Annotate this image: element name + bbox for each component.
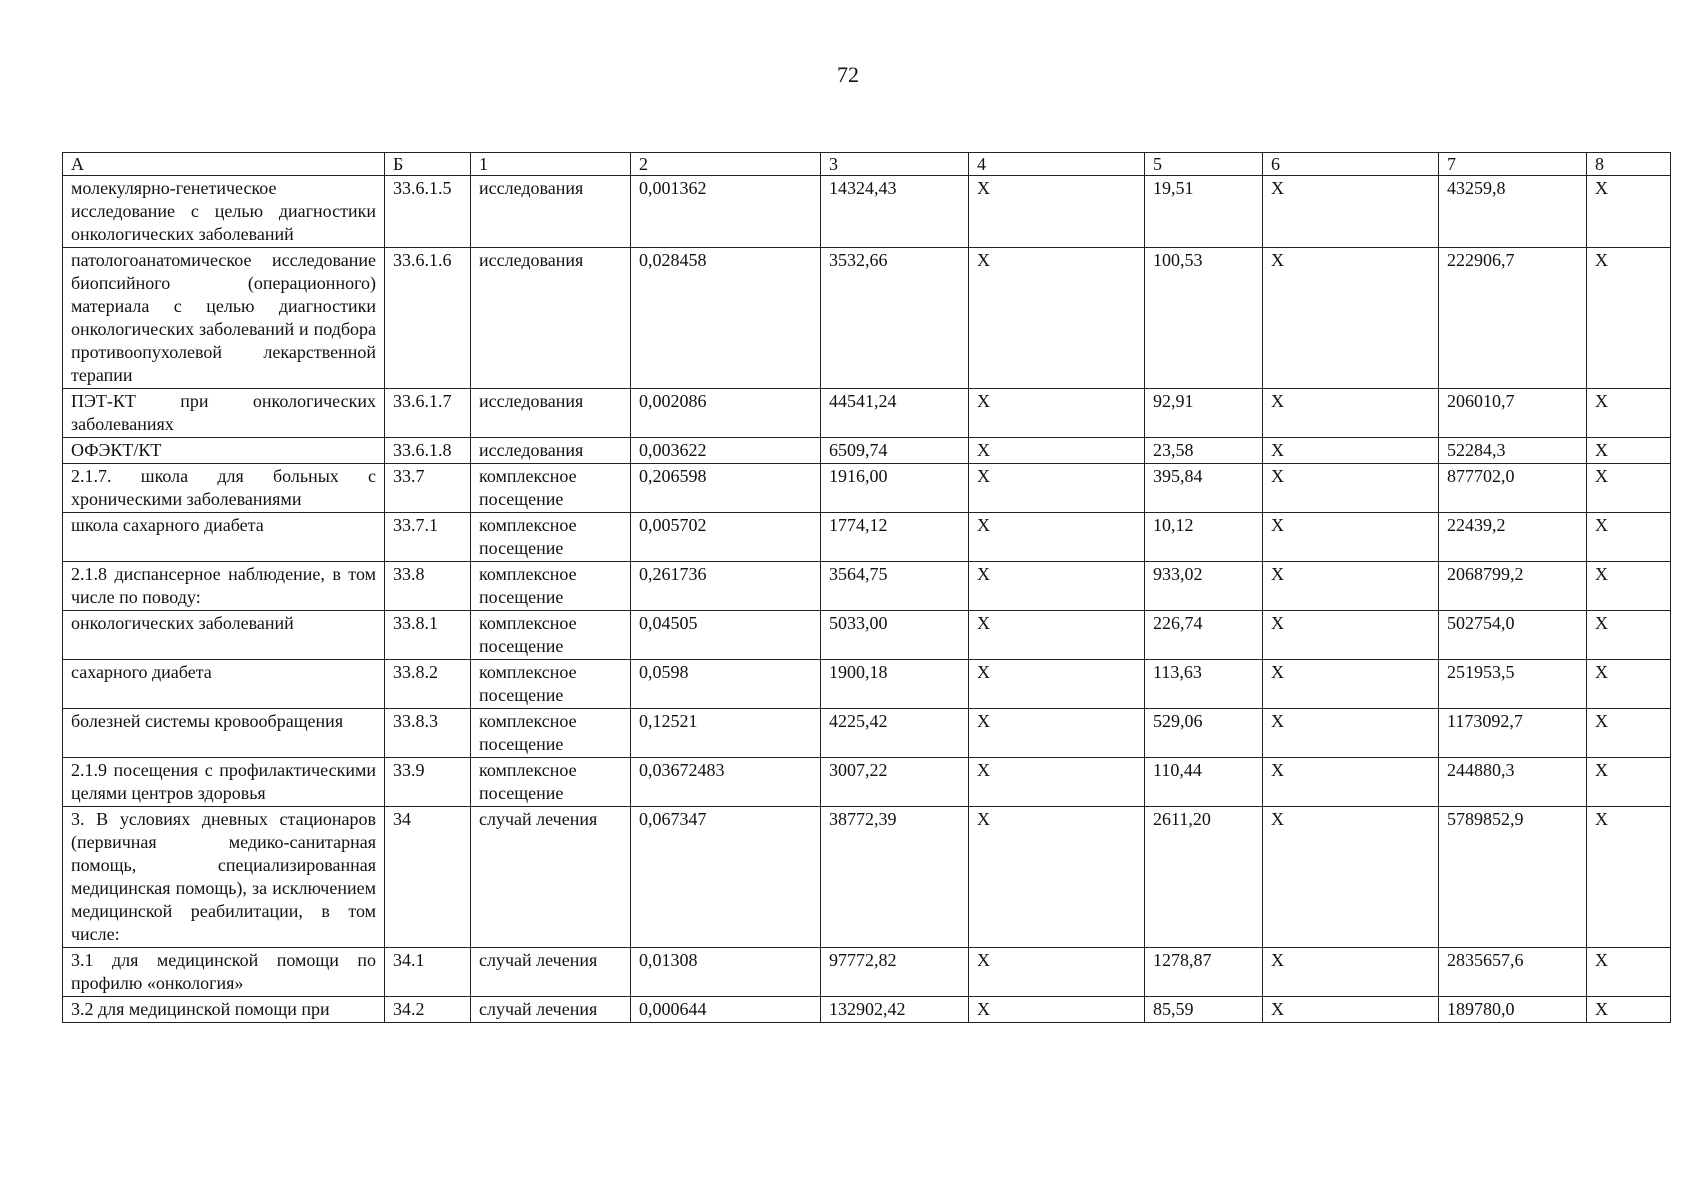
table-cell-col-3-cost: 14324,43: [821, 176, 969, 248]
table-row: [63, 807, 1671, 948]
table-cell-col-2-norm: 0,04505: [631, 611, 821, 660]
table-cell-col-b-code: 33.7.1: [385, 513, 471, 562]
table-cell-col-b-code: 34: [385, 807, 471, 948]
table-cell-col-1-unit: комплексное посещение: [471, 709, 631, 758]
table-cell-col-4: Х: [969, 513, 1145, 562]
table-cell-col-a-name: 2.1.9 посещения с профилактическими целями центров здоровья: [63, 758, 385, 807]
table-cell-col-5: 10,12: [1145, 513, 1263, 562]
table-cell-col-b-code: 33.6.1.5: [385, 176, 471, 248]
table-cell-col-8: Х: [1587, 248, 1671, 389]
table-cell-col-2-norm: 0,067347: [631, 807, 821, 948]
table-cell-col-7-sum: 244880,3: [1439, 758, 1587, 807]
table-cell-col-7-sum: 206010,7: [1439, 389, 1587, 438]
table-cell-col-3-cost: 38772,39: [821, 807, 969, 948]
header-cell-col-1-unit: 1: [471, 153, 631, 176]
table-cell-col-1-unit: комплексное посещение: [471, 562, 631, 611]
table-cell-col-a-name: сахарного диабета: [63, 660, 385, 709]
table-cell-col-b-code: 33.9: [385, 758, 471, 807]
page-number: 72: [837, 62, 859, 87]
table-cell-col-8: Х: [1587, 176, 1671, 248]
table-cell-col-7-sum: 189780,0: [1439, 997, 1587, 1023]
table-cell-col-b-code: 34.1: [385, 948, 471, 997]
table-cell-col-7-sum: 222906,7: [1439, 248, 1587, 389]
table-cell-col-8: Х: [1587, 758, 1671, 807]
table-cell-col-4: Х: [969, 997, 1145, 1023]
table-cell-col-b-code: 33.8: [385, 562, 471, 611]
table-cell-col-4: Х: [969, 438, 1145, 464]
table-cell-col-8: Х: [1587, 438, 1671, 464]
table-cell-col-7-sum: 251953,5: [1439, 660, 1587, 709]
table-cell-col-1-unit: случай лечения: [471, 997, 631, 1023]
table-cell-col-5: 100,53: [1145, 248, 1263, 389]
table-cell-col-b-code: 33.8.2: [385, 660, 471, 709]
table-row: [63, 389, 1671, 438]
table-cell-col-8: Х: [1587, 513, 1671, 562]
table-cell-col-1-unit: комплексное посещение: [471, 758, 631, 807]
table-cell-col-6: Х: [1263, 513, 1439, 562]
table-row: [63, 176, 1671, 248]
header-cell-col-7-sum: 7: [1439, 153, 1587, 176]
table-cell-col-4: Х: [969, 807, 1145, 948]
table-cell-col-5: 2611,20: [1145, 807, 1263, 948]
table-cell-col-5: 395,84: [1145, 464, 1263, 513]
table-cell-col-2-norm: 0,03672483: [631, 758, 821, 807]
table-row: [63, 611, 1671, 660]
table-cell-col-b-code: 33.6.1.7: [385, 389, 471, 438]
table-cell-col-4: Х: [969, 758, 1145, 807]
table-cell-col-a-name: онкологических заболеваний: [63, 611, 385, 660]
table-cell-col-8: Х: [1587, 389, 1671, 438]
table-cell-col-b-code: 33.6.1.6: [385, 248, 471, 389]
table-cell-col-4: Х: [969, 611, 1145, 660]
table-cell-col-5: 1278,87: [1145, 948, 1263, 997]
table-cell-col-6: Х: [1263, 807, 1439, 948]
table-cell-col-a-name: школа сахарного диабета: [63, 513, 385, 562]
header-cell-col-4: 4: [969, 153, 1145, 176]
table-cell-col-3-cost: 1916,00: [821, 464, 969, 513]
table-cell-col-7-sum: 502754,0: [1439, 611, 1587, 660]
table-cell-col-2-norm: 0,261736: [631, 562, 821, 611]
table-cell-col-4: Х: [969, 389, 1145, 438]
table-cell-col-2-norm: 0,12521: [631, 709, 821, 758]
table-row: [63, 997, 1671, 1023]
header-cell-col-2-norm: 2: [631, 153, 821, 176]
table-cell-col-5: 19,51: [1145, 176, 1263, 248]
header-cell-col-6: 6: [1263, 153, 1439, 176]
table-row: [63, 562, 1671, 611]
table-cell-col-5: 113,63: [1145, 660, 1263, 709]
table-cell-col-6: Х: [1263, 176, 1439, 248]
table-row: [63, 248, 1671, 389]
table-cell-col-1-unit: исследования: [471, 176, 631, 248]
table-cell-col-b-code: 34.2: [385, 997, 471, 1023]
table-cell-col-a-name: ОФЭКТ/КТ: [63, 438, 385, 464]
table-cell-col-6: Х: [1263, 709, 1439, 758]
data-table: [62, 152, 1671, 1023]
table-cell-col-3-cost: 3532,66: [821, 248, 969, 389]
table-cell-col-a-name: 3.2 для медицинской помощи при: [63, 997, 385, 1023]
header-cell-col-5: 5: [1145, 153, 1263, 176]
table-cell-col-6: Х: [1263, 389, 1439, 438]
table-cell-col-a-name: 2.1.7. школа для больных с хроническими заболеваниями: [63, 464, 385, 513]
table-cell-col-3-cost: 3564,75: [821, 562, 969, 611]
table-cell-col-b-code: 33.7: [385, 464, 471, 513]
table-row: [63, 758, 1671, 807]
table-cell-col-5: 226,74: [1145, 611, 1263, 660]
table-cell-col-8: Х: [1587, 660, 1671, 709]
table-cell-col-6: Х: [1263, 948, 1439, 997]
table-cell-col-6: Х: [1263, 660, 1439, 709]
table-cell-col-3-cost: 3007,22: [821, 758, 969, 807]
table-cell-col-3-cost: 1774,12: [821, 513, 969, 562]
table-cell-col-3-cost: 5033,00: [821, 611, 969, 660]
table-row: [63, 513, 1671, 562]
table-cell-col-b-code: 33.8.1: [385, 611, 471, 660]
table-row: [63, 709, 1671, 758]
table-cell-col-4: Х: [969, 562, 1145, 611]
table-cell-col-1-unit: исследования: [471, 248, 631, 389]
table-cell-col-5: 23,58: [1145, 438, 1263, 464]
table-cell-col-8: Х: [1587, 709, 1671, 758]
table-cell-col-2-norm: 0,003622: [631, 438, 821, 464]
table-cell-col-4: Х: [969, 948, 1145, 997]
table-cell-col-2-norm: 0,206598: [631, 464, 821, 513]
table-cell-col-1-unit: исследования: [471, 389, 631, 438]
table-cell-col-8: Х: [1587, 611, 1671, 660]
table-cell-col-2-norm: 0,005702: [631, 513, 821, 562]
table-cell-col-8: Х: [1587, 948, 1671, 997]
table-cell-col-7-sum: 2835657,6: [1439, 948, 1587, 997]
table-cell-col-8: Х: [1587, 464, 1671, 513]
table-cell-col-2-norm: 0,01308: [631, 948, 821, 997]
table-cell-col-1-unit: исследования: [471, 438, 631, 464]
table-cell-col-a-name: молекулярно-генетическое исследование с целью диагностики онкологических заболеваний: [63, 176, 385, 248]
table-cell-col-8: Х: [1587, 807, 1671, 948]
table-cell-col-7-sum: 22439,2: [1439, 513, 1587, 562]
table-cell-col-b-code: 33.6.1.8: [385, 438, 471, 464]
header-cell-col-8: 8: [1587, 153, 1671, 176]
table-cell-col-7-sum: 52284,3: [1439, 438, 1587, 464]
table-cell-col-2-norm: 0,028458: [631, 248, 821, 389]
table-cell-col-b-code: 33.8.3: [385, 709, 471, 758]
table-cell-col-7-sum: 877702,0: [1439, 464, 1587, 513]
table-cell-col-5: 85,59: [1145, 997, 1263, 1023]
header-cell-col-a-name: А: [63, 153, 385, 176]
table-cell-col-4: Х: [969, 176, 1145, 248]
table-cell-col-1-unit: комплексное посещение: [471, 513, 631, 562]
table-cell-col-7-sum: 1173092,7: [1439, 709, 1587, 758]
table-cell-col-4: Х: [969, 709, 1145, 758]
table-cell-col-8: Х: [1587, 562, 1671, 611]
table-cell-col-1-unit: комплексное посещение: [471, 611, 631, 660]
table-cell-col-1-unit: случай лечения: [471, 948, 631, 997]
table-cell-col-6: Х: [1263, 464, 1439, 513]
table-cell-col-6: Х: [1263, 562, 1439, 611]
table-cell-col-7-sum: 2068799,2: [1439, 562, 1587, 611]
table-row: [63, 660, 1671, 709]
table-row: [63, 438, 1671, 464]
table-row: [63, 464, 1671, 513]
table-cell-col-a-name: болезней системы кровообращения: [63, 709, 385, 758]
table-cell-col-a-name: ПЭТ-КТ при онкологических заболеваниях: [63, 389, 385, 438]
table-cell-col-3-cost: 132902,42: [821, 997, 969, 1023]
table-cell-col-5: 933,02: [1145, 562, 1263, 611]
table-cell-col-4: Х: [969, 248, 1145, 389]
table-cell-col-7-sum: 5789852,9: [1439, 807, 1587, 948]
table-cell-col-1-unit: случай лечения: [471, 807, 631, 948]
table-cell-col-4: Х: [969, 464, 1145, 513]
table-cell-col-6: Х: [1263, 997, 1439, 1023]
table-cell-col-1-unit: комплексное посещение: [471, 464, 631, 513]
table-cell-col-a-name: патологоанатомическое исследование биопсийного (операционного) материала с целью диагностики онкологических заболеваний и подбора противоопухолевой лекарственной терапии: [63, 248, 385, 389]
table-header-row: [63, 153, 1671, 176]
table-cell-col-2-norm: 0,0598: [631, 660, 821, 709]
header-cell-col-b-code: Б: [385, 153, 471, 176]
table-cell-col-2-norm: 0,000644: [631, 997, 821, 1023]
table-cell-col-4: Х: [969, 660, 1145, 709]
table-cell-col-3-cost: 1900,18: [821, 660, 969, 709]
table-cell-col-6: Х: [1263, 248, 1439, 389]
table-row: [63, 948, 1671, 997]
table-cell-col-5: 529,06: [1145, 709, 1263, 758]
table-cell-col-6: Х: [1263, 758, 1439, 807]
table-cell-col-2-norm: 0,002086: [631, 389, 821, 438]
table-cell-col-a-name: 3. В условиях дневных стационаров (первичная медико-санитарная помощь, специализированная медицинская помощь), за исключением медицинской реабилитации, в том числе:: [63, 807, 385, 948]
table-cell-col-3-cost: 44541,24: [821, 389, 969, 438]
table-cell-col-3-cost: 6509,74: [821, 438, 969, 464]
header-cell-col-3-cost: 3: [821, 153, 969, 176]
table-cell-col-8: Х: [1587, 997, 1671, 1023]
table-cell-col-3-cost: 4225,42: [821, 709, 969, 758]
table-cell-col-a-name: 2.1.8 диспансерное наблюдение, в том числе по поводу:: [63, 562, 385, 611]
table-cell-col-a-name: 3.1 для медицинской помощи по профилю «онкология»: [63, 948, 385, 997]
table-cell-col-2-norm: 0,001362: [631, 176, 821, 248]
table-cell-col-6: Х: [1263, 611, 1439, 660]
table-cell-col-7-sum: 43259,8: [1439, 176, 1587, 248]
table-cell-col-3-cost: 97772,82: [821, 948, 969, 997]
table-cell-col-5: 110,44: [1145, 758, 1263, 807]
table-cell-col-1-unit: комплексное посещение: [471, 660, 631, 709]
table-cell-col-5: 92,91: [1145, 389, 1263, 438]
table-cell-col-6: Х: [1263, 438, 1439, 464]
